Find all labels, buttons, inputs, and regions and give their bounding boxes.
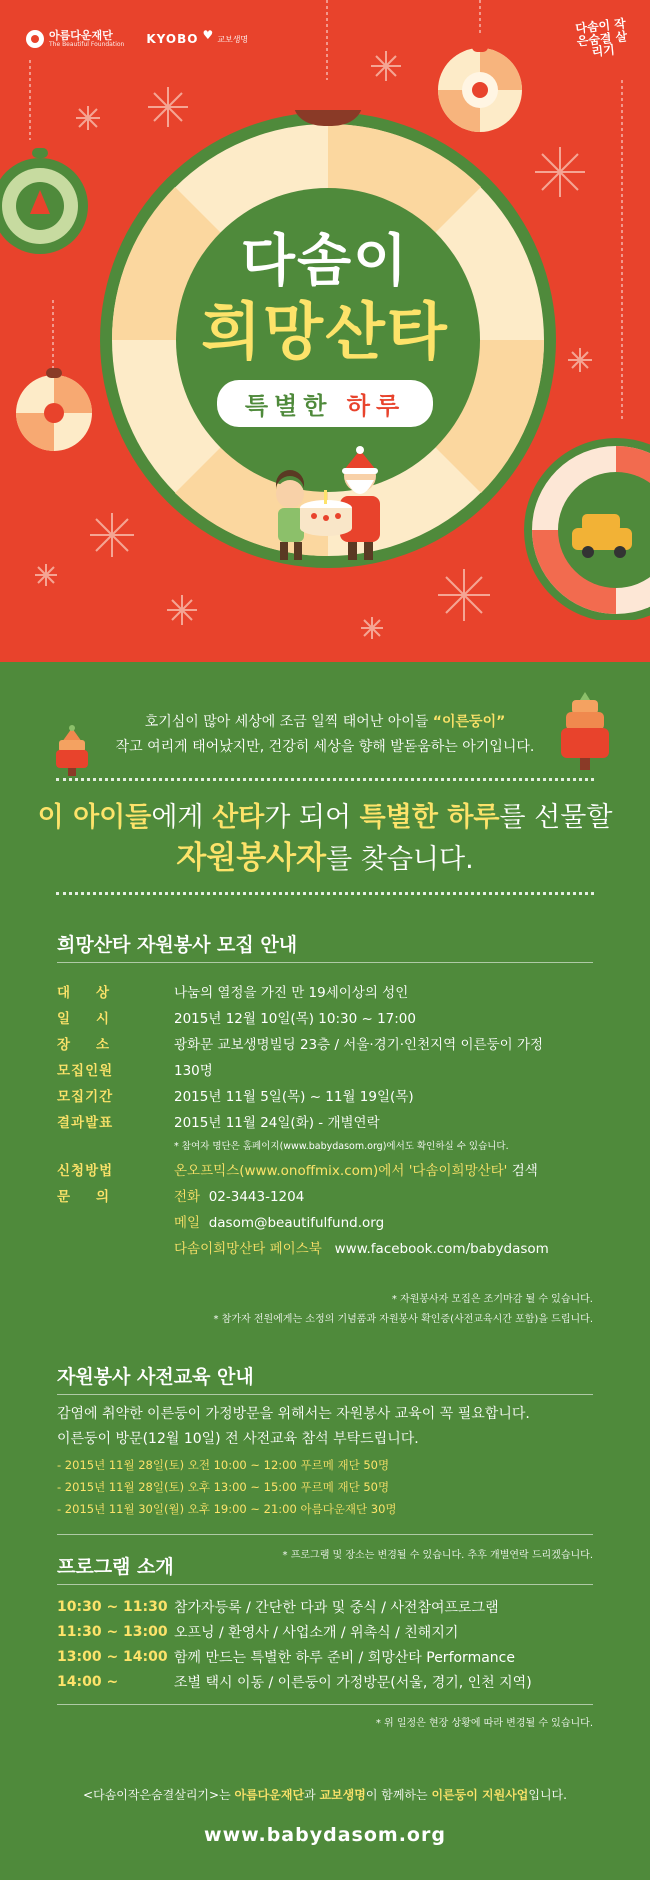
schedule-row: [57, 1619, 597, 1644]
apply-value: [174, 1159, 597, 1179]
session-item: - 2015년 11월 28일(토) 오전 10:00 ~ 12:00 푸르메 재단 50명: [57, 1458, 390, 1472]
info-row: [57, 1156, 597, 1182]
headline: [0, 798, 650, 880]
result-note: * 참여자 명단은 홈페이지(www.babydasom.org)에서도 확인하실 수 있습니다.: [174, 1141, 509, 1152]
info-label: 장소: [57, 1037, 136, 1053]
schedule-desc: 조별 택시 이동 / 이른둥이 가정방문(서울, 경기, 인천 지역): [174, 1674, 532, 1691]
program-bottom-note: * 위 일정은 현장 상황에 따라 변경될 수 있습니다.: [375, 1718, 593, 1729]
schedule-desc: 함께 만드는 특별한 하루 준비 / 희망산타 Performance: [174, 1649, 515, 1666]
schedule-time: 13:00 ~ 14:00: [57, 1648, 168, 1665]
subtitle-a: 특별한: [244, 392, 333, 420]
headline-part: 자원봉사자: [176, 840, 327, 876]
foundation-name: 아름다운재단: [49, 29, 113, 43]
footer-part: 입니다.: [528, 1788, 567, 1802]
recruit-info: [57, 978, 597, 1260]
mail-label: 메일: [174, 1215, 201, 1231]
schedule-desc: 참가자등록 / 간단한 다과 및 중식 / 사전참여프로그램: [174, 1599, 499, 1616]
recruit-notes: [213, 1290, 593, 1330]
info-value: 2015년 11월 5일(목) ~ 11월 19일(목): [174, 1089, 414, 1105]
program-schedule: [57, 1594, 597, 1694]
footer-part: 이 함께하는: [365, 1788, 432, 1802]
headline-part: 를 선물할: [499, 802, 613, 833]
info-row: [57, 1082, 597, 1108]
santa-and-child-illustration: [268, 446, 398, 566]
edu-line: 이른둥이 방문(12월 10일) 전 사전교육 참석 부탁드립니다.: [57, 1431, 419, 1447]
footer-text: [0, 1786, 650, 1803]
hero-title: [0, 228, 650, 427]
phone-label: 전화: [174, 1189, 201, 1205]
schedule-time: 14:00 ~: [57, 1673, 119, 1690]
info-row: [57, 978, 597, 1004]
facebook-label: 다솜이희망산타 페이스북: [174, 1241, 322, 1257]
intro-text: [0, 710, 650, 760]
footer-part: 이른둥이 지원사업: [431, 1788, 529, 1802]
headline-part: 를 찾습니다.: [326, 844, 474, 875]
program-title: 프로그램 소개: [57, 1556, 174, 1578]
info-label: 모집인원: [57, 1063, 114, 1079]
content-section: [0, 662, 650, 1880]
kyobo-name: KYOBO: [146, 32, 199, 46]
intro-line2: 작고 여리게 태어났지만, 건강히 세상을 향해 발돋움하는 아기입니다.: [115, 739, 535, 755]
section-rule: [57, 1394, 593, 1395]
schedule-row: [57, 1644, 597, 1669]
phone-number[interactable]: 02-3443-1204: [208, 1189, 305, 1205]
session-item: - 2015년 11월 30일(월) 오후 19:00 ~ 21:00 아름다운재단 30명: [57, 1502, 397, 1516]
education-title: 자원봉사 사전교육 안내: [57, 1366, 254, 1388]
recruit-title: 희망산타 자원봉사 모집 안내: [57, 934, 298, 956]
session-item: - 2015년 11월 28일(토) 오후 13:00 ~ 15:00 푸르메 재단 50명: [57, 1480, 390, 1494]
heart-icon: ♥: [202, 28, 214, 42]
headline-part: 에게: [151, 802, 213, 833]
email-link[interactable]: dasom@beautifulfund.org: [208, 1215, 385, 1231]
apply-link[interactable]: 온오프믹스(www.onoffmix.com)에서: [174, 1163, 409, 1179]
info-label: 대상: [57, 985, 136, 1001]
dotted-divider: [56, 778, 594, 781]
dotted-divider: [56, 892, 594, 895]
info-label: 문의: [57, 1189, 136, 1205]
footer-part: <다솜이작은숨결살리기>는: [83, 1788, 235, 1802]
education-body: [57, 1402, 597, 1520]
schedule-time: 10:30 ~ 11:30: [57, 1598, 168, 1615]
program-note: * 프로그램 및 장소는 변경될 수 있습니다. 추후 개별연락 드리겠습니다.: [282, 1550, 593, 1561]
headline-part: 이 아이들: [37, 802, 152, 833]
info-row: [57, 1056, 597, 1082]
intro-highlight: “이른둥이”: [432, 714, 506, 730]
top-right-ornament-graphic: [432, 38, 528, 134]
schedule-time: 11:30 ~ 13:00: [57, 1623, 168, 1640]
intro-line1: 호기심이 많아 세상에 조금 일찍 태어난 아이들: [144, 714, 433, 730]
taxi-ornament-graphic: [512, 420, 650, 620]
info-row: [57, 1234, 597, 1260]
info-row: [57, 1108, 597, 1134]
note-line: * 참가자 전원에게는 소정의 기념품과 자원봉사 확인증(사전교육시간 포함)을 드립니다.: [213, 1314, 593, 1325]
info-value: 나눔의 열정을 가진 만 19세이상의 성인: [174, 985, 409, 1001]
info-value: 광화문 교보생명빌딩 23층 / 서울·경기·인천지역 이른둥이 가정: [174, 1037, 544, 1053]
section-rule: [57, 1704, 593, 1705]
schedule-row: [57, 1669, 597, 1694]
note-line: * 자원봉사자 모집은 조기마감 될 수 있습니다.: [391, 1294, 593, 1305]
footer-part: 교보생명: [319, 1788, 366, 1802]
section-rule: [57, 962, 593, 963]
info-label: 일시: [57, 1011, 136, 1027]
info-value: 2015년 12월 10일(목) 10:30 ~ 17:00: [174, 1011, 416, 1027]
info-value: 130명: [174, 1063, 213, 1079]
hero-banner: [0, 0, 650, 662]
info-label: 모집기간: [57, 1089, 114, 1105]
subtitle-b: 하루: [346, 392, 406, 420]
foundation-mark-icon: [26, 30, 44, 48]
headline-part: 산타: [212, 802, 265, 833]
campaign-logo: 다솜이 작은숨결 살리기: [574, 16, 628, 60]
info-label: 신청방법: [57, 1163, 114, 1179]
headline-part: 특별한 하루: [359, 802, 500, 833]
headline-part: 가 되어: [264, 802, 360, 833]
info-row: [57, 1134, 597, 1156]
schedule-desc: 오프닝 / 환영사 / 사업소개 / 위촉식 / 친해지기: [174, 1624, 459, 1641]
title-line-2: 희망산타: [201, 295, 449, 368]
kyobo-sub: 교보생명: [217, 34, 249, 44]
info-value: 2015년 11월 24일(화) - 개별연락: [174, 1115, 380, 1131]
title-line-1: 다솜이: [240, 229, 410, 294]
footer-part: 과: [304, 1788, 320, 1802]
schedule-row: [57, 1594, 597, 1619]
info-row: [57, 1004, 597, 1030]
facebook-link[interactable]: www.facebook.com/babydasom: [334, 1241, 549, 1257]
foundation-sub: The Beautiful Foundation: [49, 40, 125, 48]
edu-line: 감염에 취약한 이른둥이 가정방문을 위해서는 자원봉사 교육이 꼭 필요합니다.: [57, 1406, 530, 1422]
info-row: [57, 1030, 597, 1056]
info-row: [57, 1182, 597, 1208]
info-label: 결과발표: [57, 1115, 114, 1131]
website-link[interactable]: www.babydasom.org: [204, 1824, 446, 1846]
kyobo-logo: [146, 28, 249, 46]
partner-logos: [26, 30, 248, 48]
subtitle-pill: [217, 380, 433, 427]
footer-part: 아름다운재단: [234, 1788, 305, 1802]
section-rule: [57, 1584, 593, 1585]
session-list: [57, 1454, 597, 1520]
info-row: [57, 1208, 597, 1234]
beautiful-foundation-logo: [26, 30, 124, 48]
apply-post: 검색: [507, 1163, 538, 1179]
section-rule: [57, 1534, 593, 1535]
apply-keyword: '다솜이희망산타': [408, 1163, 508, 1179]
